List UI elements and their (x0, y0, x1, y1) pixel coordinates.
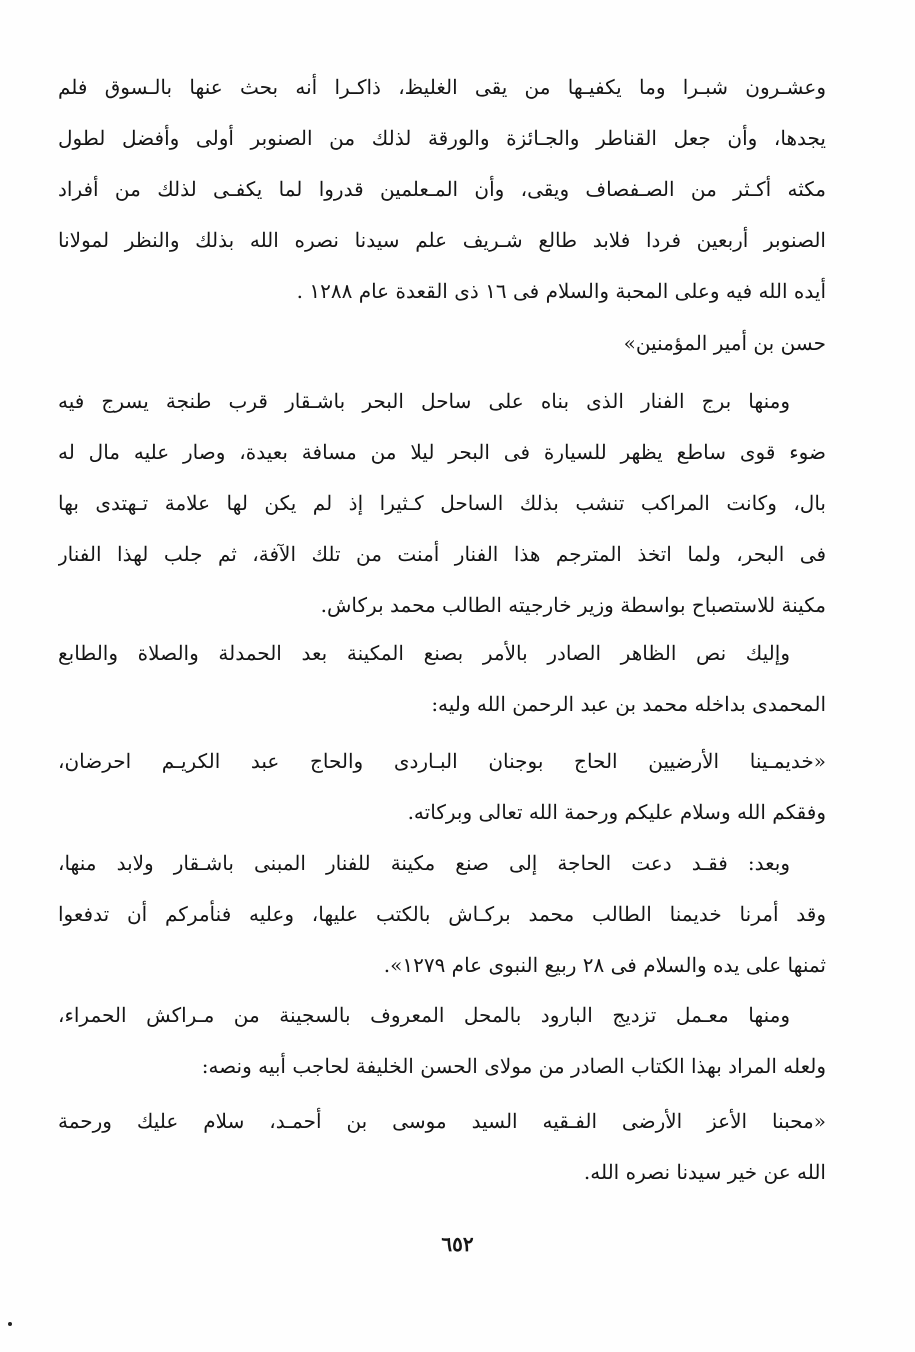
text-line: ثمنها على يده والسلام فى ٢٨ ربيع النبوى عام ١٢٧٩». (383, 953, 826, 977)
paragraph-lighthouse (58, 376, 826, 631)
paragraph-decree-intro (58, 628, 826, 730)
paragraph-1 (58, 62, 826, 317)
text-line: وعشـرون شبـرا وما يكفيـها من يقى الغليظ، ذاكـرا أنه بحث عنها بالـسوق فلم (58, 75, 826, 99)
quote-paragraph-3 (58, 1096, 826, 1198)
text-line: «خديمـينا الأرضيين الحاج بوجنان البـاردى والحاج عبد الكريـم احرضان، (58, 749, 826, 773)
text-line: وبعد: فقـد دعت الحاجة إلى صنع مكينة للفنار المبنى باشـقار ولابد منها، (58, 851, 790, 875)
text-line: المحمدى بداخله محمد بن عبد الرحمن الله وليه: (431, 692, 826, 716)
text-line: أيده الله فيه وعلى المحبة والسلام فى ١٦ ذى القعدة عام ١٢٨٨ . (296, 279, 826, 303)
scan-speck (8, 1322, 12, 1326)
text-line: الله عن خير سيدنا نصره الله. (583, 1160, 826, 1184)
quote-paragraph-1 (58, 736, 826, 838)
text-line: ومنها معـمل تزديج البارود بالمحل المعروف بالسجينة من مـراكش الحمراء، (58, 1003, 790, 1027)
text-line: «محبنا الأعز الأرضى الفـقيه السيد موسى بن أحمـد، سلام عليك ورحمة (58, 1109, 826, 1133)
text-line: مكينة للاستصباح بواسطة وزير خارجيته الطالب محمد بركاش. (320, 593, 826, 617)
text-line: يجدها، وأن جعل القناطر والجـائزة والورقة لذلك من الصنوبر أولى وأفضل لطول (58, 126, 826, 150)
text-line: مكثه أكـثر من الصـفصاف ويقى، وأن المـعلمين قدروا لما يكفـى لذلك من أفراد (58, 177, 826, 201)
text-line: وقد أمرنا خديمنا الطالب محمد بركـاش بالكتب عليها، وعليه فنأمركم أن تدفعوا (58, 902, 826, 926)
text-line: فى البحر، ولما اتخذ المترجم هذا الفنار أمنت من تلك الآفة، ثم جلب لهذا الفنار (58, 542, 826, 566)
text-line: الصنوبر أربعين فردا فلابد طالع شـريف علم سيدنا نصره الله بذلك والنظر لمولانا (58, 228, 826, 252)
page-number: ٦٥٢ (441, 1232, 474, 1256)
text-line: وإليك نص الظاهر الصادر بالأمر بصنع المكينة بعد الحمدلة والصلاة والطابع (58, 641, 790, 665)
text-line: ولعله المراد بهذا الكتاب الصادر من مولاى الحسن الخليفة لحاجب أبيه ونصه: (201, 1054, 826, 1078)
text-line: وفقكم الله وسلام عليكم ورحمة الله تعالى وبركاته. (407, 800, 826, 824)
quote-paragraph-2 (58, 838, 826, 991)
paragraph-gunpowder (58, 990, 826, 1092)
text-line: بال، وكانت المراكب تنشب بذلك الساحل كـثيرا إذ لم يكن لها علامة تـهتدى بها (58, 491, 826, 515)
text-line: حسن بن أمير المؤمنين» (623, 331, 826, 355)
text-line: ومنها برج الفنار الذى بناه على ساحل البحر باشـقار قرب طنجة يسرج فيه (58, 389, 790, 413)
signature-line (58, 318, 826, 369)
text-line: ضوء قوى ساطع يظهر للسيارة فى البحر ليلا من مسافة بعيدة، وصار عليه مال له (58, 440, 826, 464)
